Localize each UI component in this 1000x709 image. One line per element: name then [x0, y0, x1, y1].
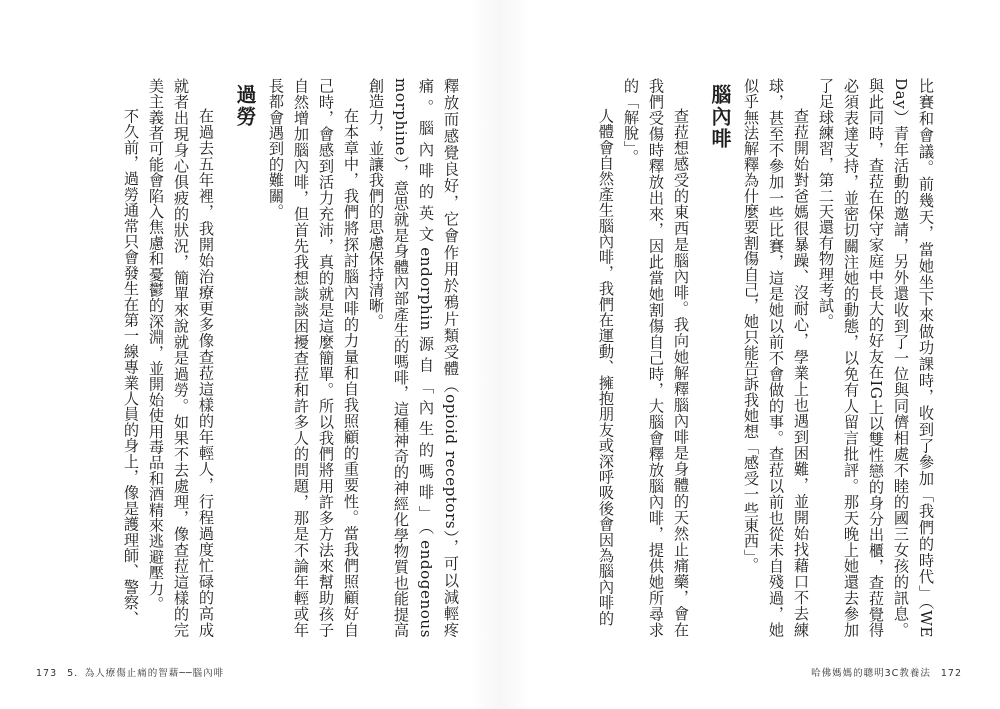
page-number: 173 [36, 668, 58, 679]
paragraph: 比賽和會議。前幾天，當她坐下來做功課時，收到了參加「我們的時代」（WE Day）青年活動的邀請，另外還收到了一位與同儕相處不睦的國三女孩的訊息。與此同時，查菈在保守家庭中長大的好友在IG上以雙性戀的身分出櫃，查菈覺得必須表達支持，並密切關注她的動態，以免有人留言批評。那天晚上她還去參加了足球練習，第二天還有物理考試。 [817, 78, 935, 638]
section-heading: 過勞 [233, 84, 257, 128]
running-header: 哈佛媽媽的聰明3C教養法 [811, 668, 931, 679]
paragraph: 查菈想感受的東西是腦內啡。我向她解釋腦內啡是身體的天然止痛藥，會在我們受傷時釋放出來，因此當她割傷自己時，大腦會釋放腦內啡，提供她所尋求的「解脫」。 [622, 78, 690, 638]
running-header: 5．為人療傷止痛的智藉──腦內啡 [67, 668, 225, 679]
left-page-footer [30, 665, 224, 679]
paragraph: 查菈開始對爸媽很暴躁、沒耐心，學業上也遇到困難，並開始找藉口不去練球，甚至不參加一些比賽，這是她以前不會做的事。查菈以前也從未自殘過，她似乎無法解釋為什麼要割傷自己，她只能告訴我她想「感受一些東西」。 [742, 78, 810, 638]
gutter-shadow [470, 0, 530, 709]
page-number: 172 [940, 668, 962, 679]
paragraph: 釋放而感覺良好，它會作用於鴉片類受體（opioid receptors），可以減輕疼痛。腦內啡的英文endorphin源自「內生的嗎啡」（endogenous morphine），意思就是身體內部產生的嗎啡，這種神奇的神經化學物質也能提高創造力，並讓我們的思慮保持清晰。 [367, 78, 460, 638]
left-page-text [78, 78, 463, 638]
paragraph: 不久前，過勞通常只會發生在第一線專業人員的身上，像是護理師、警察、 [122, 108, 140, 627]
paragraph: 人體會自然產生腦內啡，我們在運動、擁抱朋友或深呼吸後會因為腦內啡的 [597, 108, 615, 627]
section-heading: 腦內啡 [708, 84, 732, 150]
paragraph: 在本章中，我們將探討腦內啡的力量和自我照顧的重要性。當我們照顧好自己時，會感到活力充沛，真的就是這麼簡單。所以我們將用許多方法來幫助孩子自然增加腦內啡，但首先我想談談困擾查菈和許多人的問題，那是不論年輕或年長都會遇到的難關。 [267, 78, 360, 638]
right-page-footer [811, 665, 968, 679]
paragraph: 在過去五年裡，我開始治療更多像查菈這樣的年輕人，行程過度忙碌的高成就者出現身心俱疲的狀況，簡單來說就是過勞。如果不去處理，像查菈這樣的完美主義者可能會陷入焦慮和憂鬱的深淵，並開始使用毒品和酒精來逃避壓力。 [147, 78, 215, 638]
right-page-text [553, 78, 938, 638]
